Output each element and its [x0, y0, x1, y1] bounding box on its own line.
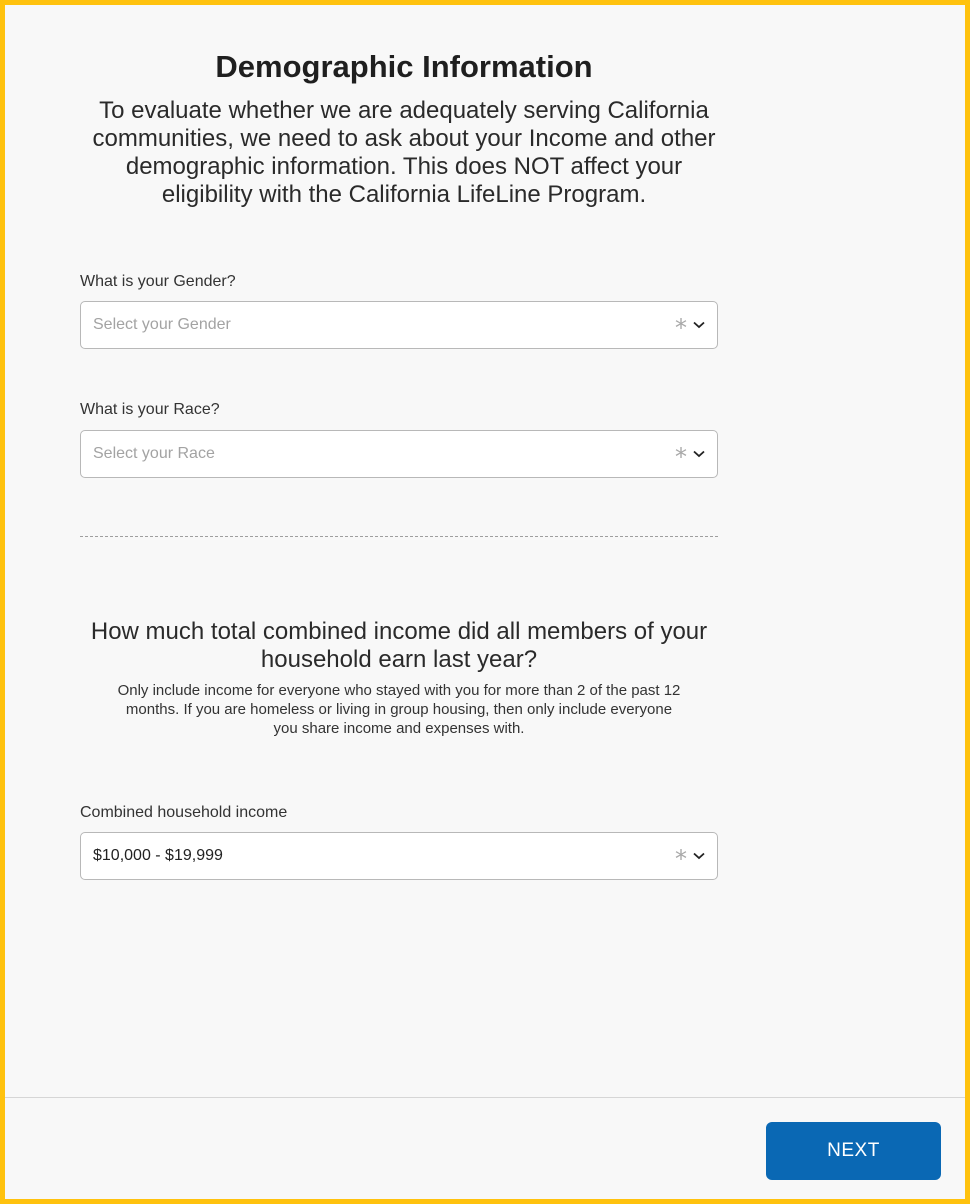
chevron-down-icon: [693, 852, 705, 860]
income-question: [80, 618, 718, 674]
chevron-down-icon: [693, 450, 705, 458]
income-help-line: you share income and expenses with.: [273, 720, 525, 737]
intro-text: [80, 97, 728, 209]
gender-select[interactable]: [80, 301, 718, 349]
intro-line: demographic information. This does NOT affect your: [125, 153, 683, 180]
intro-line: eligibility with the California LifeLine Program.: [161, 181, 647, 208]
income-question-line: household earn last year?: [260, 646, 538, 673]
income-help-text: [80, 681, 718, 738]
required-asterisk-icon: *: [675, 314, 687, 342]
intro-line: communities, we need to ask about your Income and other: [92, 125, 716, 152]
chevron-down-icon: [693, 321, 705, 329]
income-value: $10,000 - $19,999: [93, 847, 223, 864]
next-button[interactable]: NEXT: [766, 1122, 941, 1180]
income-help-line: months. If you are homeless or living in group housing, then only include everyone: [125, 701, 673, 718]
income-label: Combined household income: [80, 804, 288, 821]
section-divider: [80, 536, 718, 537]
income-question-line: How much total combined income did all members of your: [90, 618, 708, 645]
footer-divider: [5, 1097, 965, 1098]
page-title: Demographic Information: [215, 49, 593, 84]
required-asterisk-icon: *: [675, 443, 687, 471]
gender-label: What is your Gender?: [80, 273, 236, 290]
income-help-line: Only include income for everyone who stayed with you for more than 2 of the past 12: [117, 682, 681, 699]
gender-placeholder: Select your Gender: [93, 316, 231, 333]
intro-line: To evaluate whether we are adequately serving California: [99, 97, 709, 124]
required-asterisk-icon: *: [675, 845, 687, 873]
race-placeholder: Select your Race: [93, 445, 215, 462]
race-label: What is your Race?: [80, 401, 220, 418]
form-content: [5, 5, 965, 1095]
race-select[interactable]: [80, 430, 718, 478]
income-select[interactable]: [80, 832, 718, 880]
